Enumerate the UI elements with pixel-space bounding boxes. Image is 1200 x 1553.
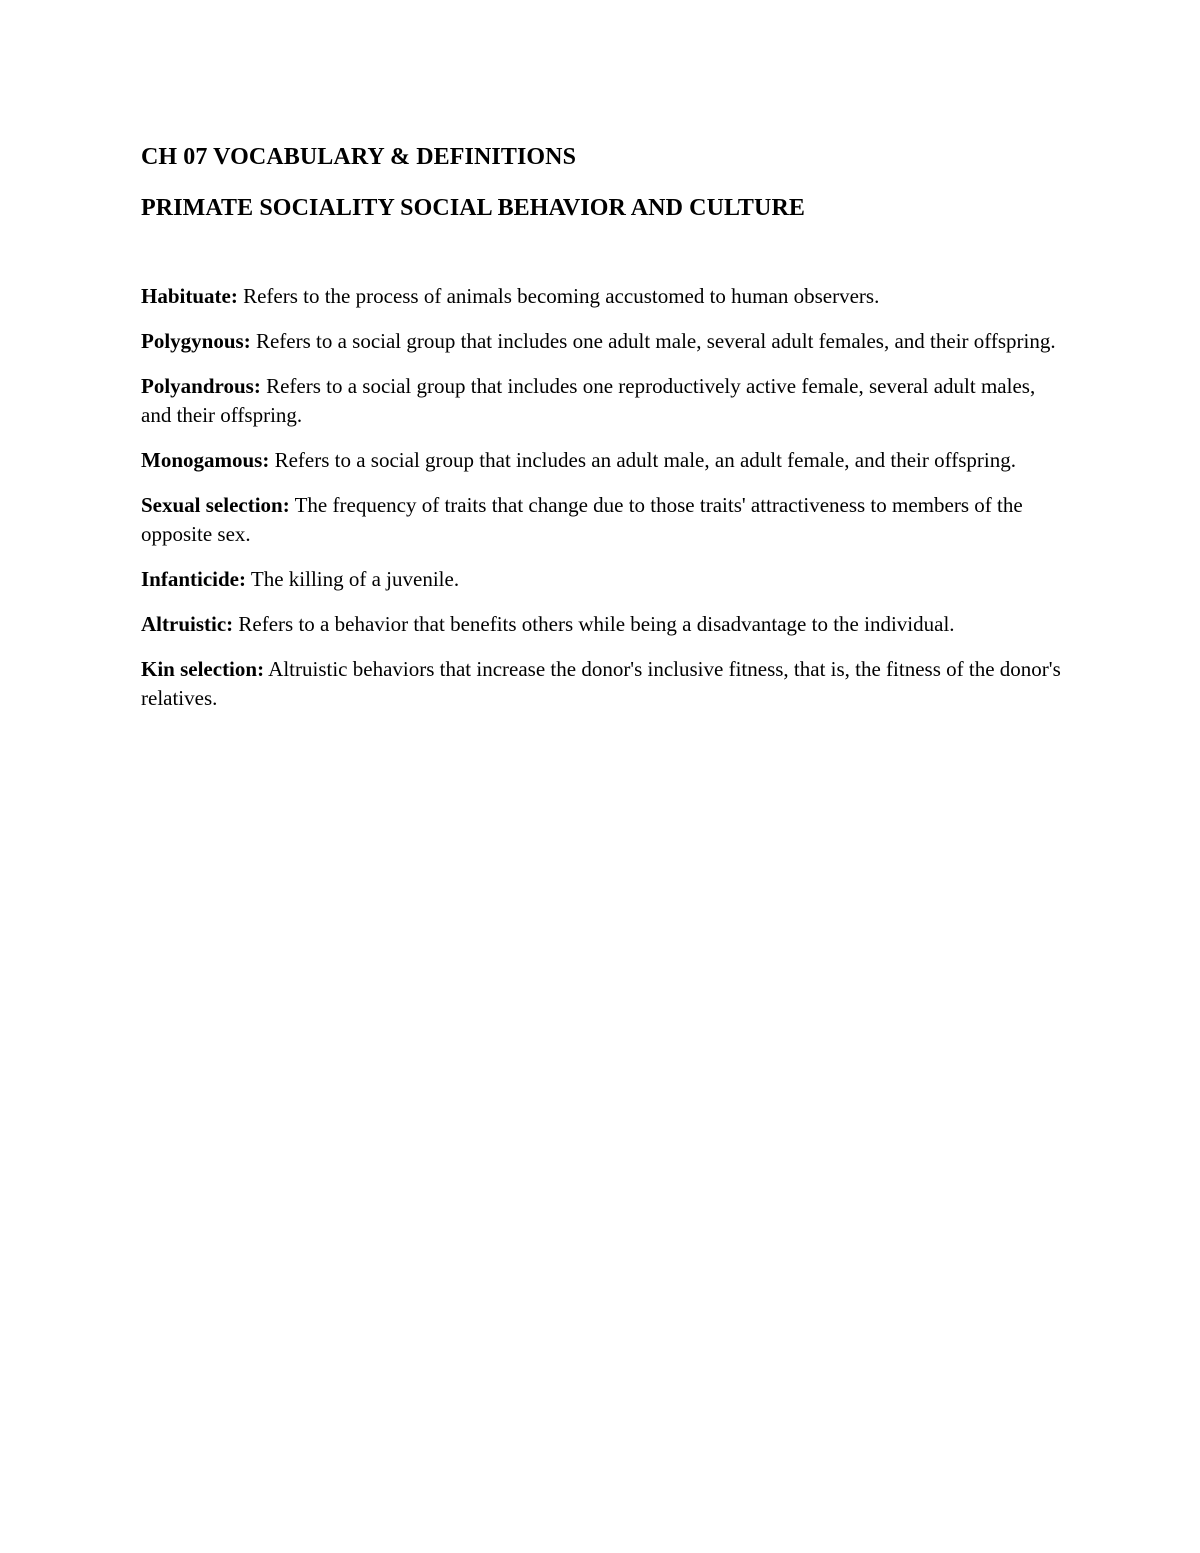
vocabulary-term: Infanticide: xyxy=(141,567,246,591)
vocabulary-term: Monogamous: xyxy=(141,448,270,472)
document-content xyxy=(141,140,1061,729)
vocabulary-definition: Refers to a social group that includes an adult male, an adult female, and their offspring. xyxy=(274,448,1016,472)
vocabulary-term: Habituate: xyxy=(141,284,238,308)
vocabulary-definition: Refers to a social group that includes one adult male, several adult females, and their offspring. xyxy=(255,329,1056,353)
vocabulary-definition: The frequency of traits that change due to those traits' attractiveness to members of the opposite sex. xyxy=(141,493,1023,546)
vocabulary-definition: Refers to a behavior that benefits others while being a disadvantage to the individual. xyxy=(238,612,955,636)
vocabulary-term: Altruistic: xyxy=(141,612,234,636)
vocabulary-definition: Refers to the process of animals becoming accustomed to human observers. xyxy=(243,284,880,308)
vocabulary-entry xyxy=(141,610,1061,639)
document-subtitle: PRIMATE SOCIALITY SOCIAL BEHAVIOR AND CULTURE xyxy=(141,195,805,221)
vocabulary-entry xyxy=(141,491,1061,549)
vocabulary-term: Polygynous: xyxy=(141,329,251,353)
vocabulary-entry xyxy=(141,282,1061,311)
vocabulary-list xyxy=(141,282,1061,713)
vocabulary-term: Polyandrous: xyxy=(141,374,261,398)
vocabulary-entry xyxy=(141,327,1061,356)
vocabulary-term: Sexual selection: xyxy=(141,493,290,517)
vocabulary-entry xyxy=(141,446,1061,475)
vocabulary-definition: Altruistic behaviors that increase the donor's inclusive fitness, that is, the fitness of the donor's relatives. xyxy=(141,657,1061,710)
vocabulary-entry xyxy=(141,372,1061,430)
vocabulary-definition: Refers to a social group that includes one reproductively active female, several adult males, and their offspring. xyxy=(141,374,1036,427)
vocabulary-entry xyxy=(141,565,1061,594)
vocabulary-definition: The killing of a juvenile. xyxy=(250,567,460,591)
vocabulary-term: Kin selection: xyxy=(141,657,265,681)
vocabulary-entry xyxy=(141,655,1061,713)
document-title: CH 07 VOCABULARY & DEFINITIONS xyxy=(141,144,577,170)
